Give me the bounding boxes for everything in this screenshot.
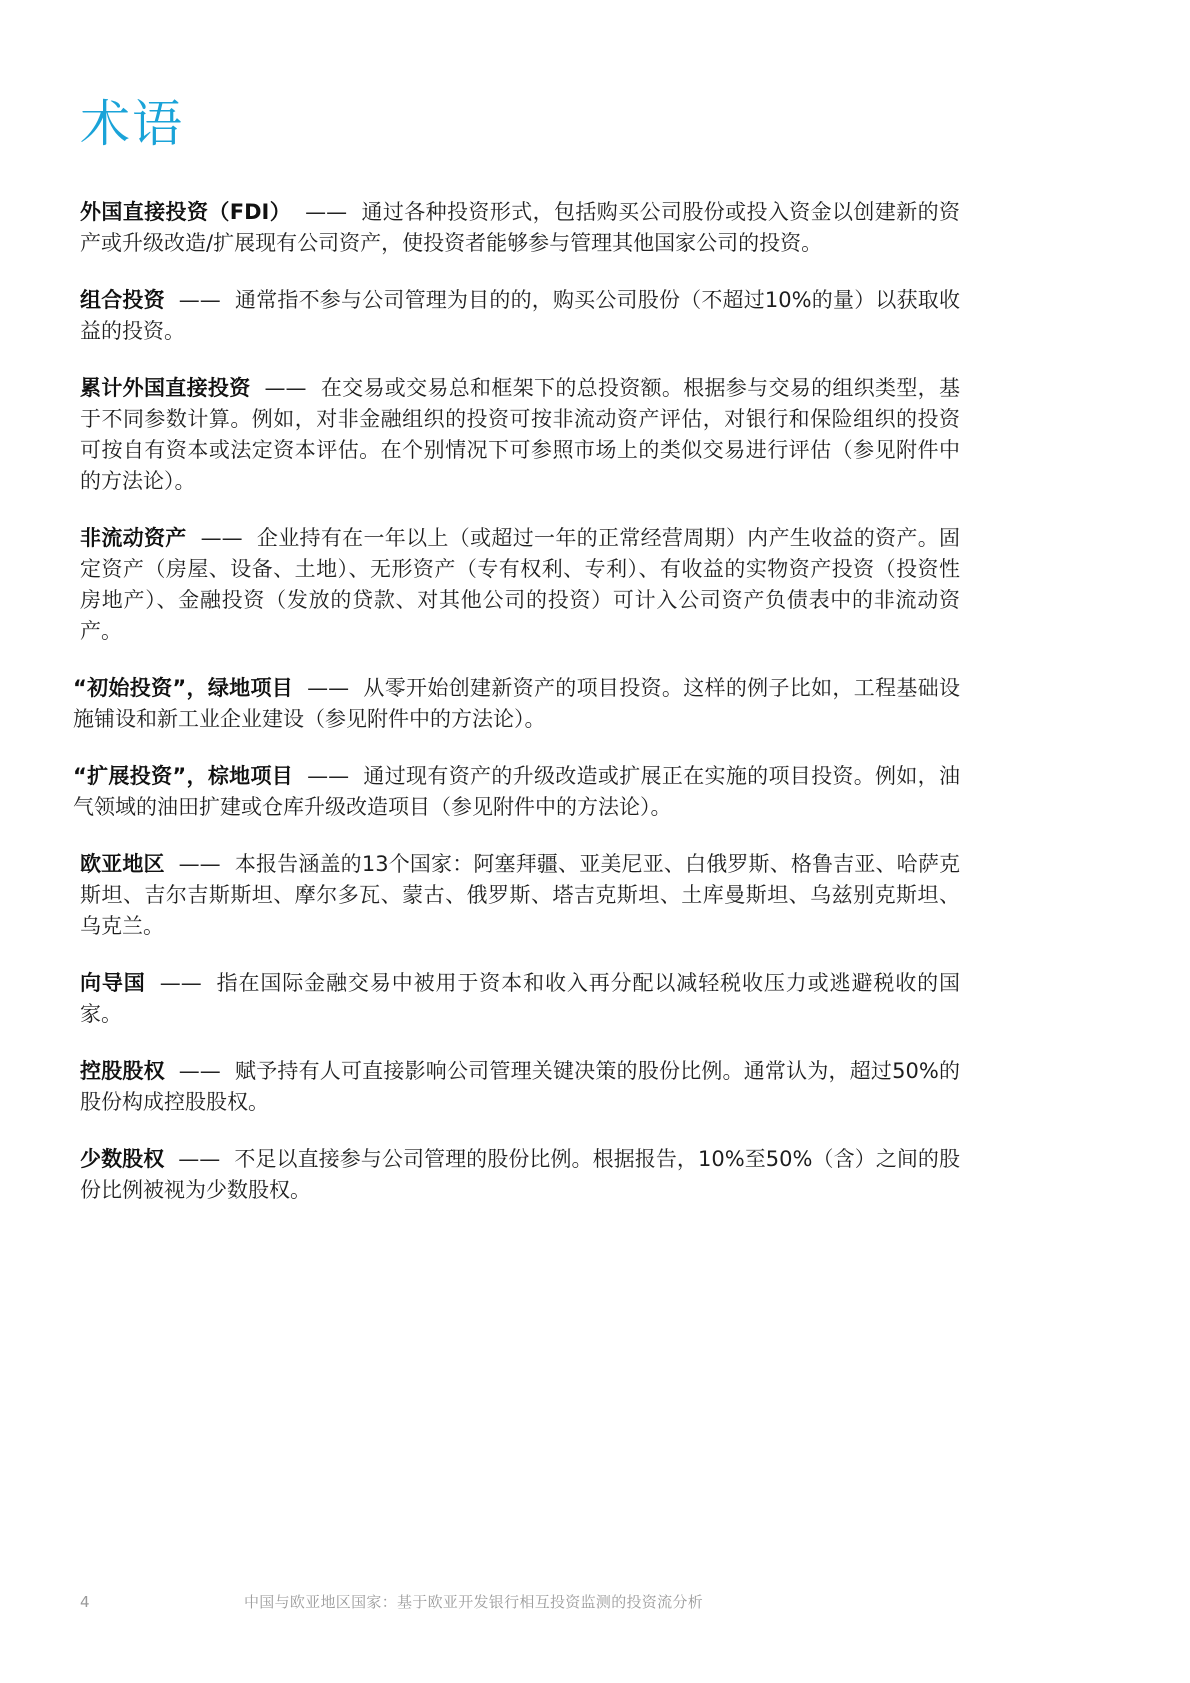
- term-dash: ——: [307, 676, 350, 700]
- term-controlling-stake: [80, 1056, 960, 1118]
- term-definition: 通过现有资产的升级改造或扩展正在实施的项目投资。例如，油气领域的油田扩建或仓库升级改造项目（参见附件中的方法论）。: [73, 764, 961, 819]
- term-fdi: [80, 197, 960, 259]
- terms-list: [73, 197, 961, 1232]
- term-conduit-country: [80, 968, 960, 1030]
- term-definition: 本报告涵盖的13个国家：阿塞拜疆、亚美尼亚、白俄罗斯、格鲁吉亚、哈萨克斯坦、吉尔吉斯斯坦、摩尔多瓦、蒙古、俄罗斯、塔吉克斯坦、土库曼斯坦、乌兹别克斯坦、乌克兰。: [80, 852, 961, 938]
- term-name: 组合投资: [80, 288, 165, 312]
- term-definition: 在交易或交易总和框架下的总投资额。根据参与交易的组织类型，基于不同参数计算。例如，对非金融组织的投资可按非流动资产评估，对银行和保险组织的投资可按自有资本或法定资本评估。在个别情况下可参照市场上的类似交易进行评估（参见附件中的方法论）。: [80, 376, 961, 493]
- term-dash: ——: [200, 526, 243, 550]
- term-definition: 不足以直接参与公司管理的股份比例。根据报告，10%至50%（含）之间的股份比例被视为少数股权。: [80, 1147, 960, 1202]
- term-definition: 指在国际金融交易中被用于资本和收入再分配以减轻税收压力或逃避税收的国家。: [80, 971, 961, 1026]
- term-definition: 通过各种投资形式，包括购买公司股份或投入资金以创建新的资产或升级改造/扩展现有公司资产，使投资者能够参与管理其他国家公司的投资。: [80, 200, 960, 255]
- term-name: “初始投资”，绿地项目: [73, 676, 294, 700]
- term-dash: ——: [307, 764, 350, 788]
- term-non-current-assets: [80, 523, 960, 647]
- page-title: 术语: [80, 95, 184, 153]
- page-number: 4: [80, 1593, 90, 1611]
- term-name: 非流动资产: [80, 526, 187, 550]
- term-name: 向导国: [80, 971, 146, 995]
- term-dash: ——: [264, 376, 307, 400]
- term-name: 外国直接投资（FDI）: [80, 200, 292, 224]
- term-dash: ——: [178, 1059, 221, 1083]
- term-dash: ——: [305, 200, 348, 224]
- term-dash: ——: [178, 288, 221, 312]
- term-name: 控股股权: [80, 1059, 165, 1083]
- term-name: 累计外国直接投资: [80, 376, 251, 400]
- term-name: 欧亚地区: [80, 852, 165, 876]
- term-minority-stake: [80, 1144, 960, 1206]
- term-dash: ——: [159, 971, 202, 995]
- term-accumulated-fdi: [80, 373, 960, 497]
- term-dash: ——: [178, 852, 221, 876]
- term-portfolio-investment: [80, 285, 960, 347]
- term-definition: 赋予持有人可直接影响公司管理关键决策的股份比例。通常认为，超过50%的股份构成控股股权。: [80, 1059, 960, 1114]
- term-dash: ——: [178, 1147, 221, 1171]
- term-brownfield: [73, 761, 960, 823]
- footer-report-title: 中国与欧亚地区国家：基于欧亚开发银行相互投资监测的投资流分析: [244, 1593, 704, 1611]
- term-definition: 企业持有在一年以上（或超过一年的正常经营周期）内产生收益的资产。固定资产（房屋、设备、土地）、无形资产（专有权利、专利）、有收益的实物资产投资（投资性房地产）、金融投资（发放的贷款、对其他公司的投资）可计入公司资产负债表中的非流动资产。: [80, 526, 961, 643]
- term-definition: 通常指不参与公司管理为目的的，购买公司股份（不超过10%的量）以获取收益的投资。: [80, 288, 960, 343]
- term-name: “扩展投资”，棕地项目: [73, 764, 294, 788]
- term-greenfield: [73, 673, 960, 735]
- term-name: 少数股权: [80, 1147, 165, 1171]
- term-definition: 从零开始创建新资产的项目投资。这样的例子比如，工程基础设施铺设和新工业企业建设（参见附件中的方法论）。: [73, 676, 961, 731]
- term-eurasian-region: [80, 849, 960, 942]
